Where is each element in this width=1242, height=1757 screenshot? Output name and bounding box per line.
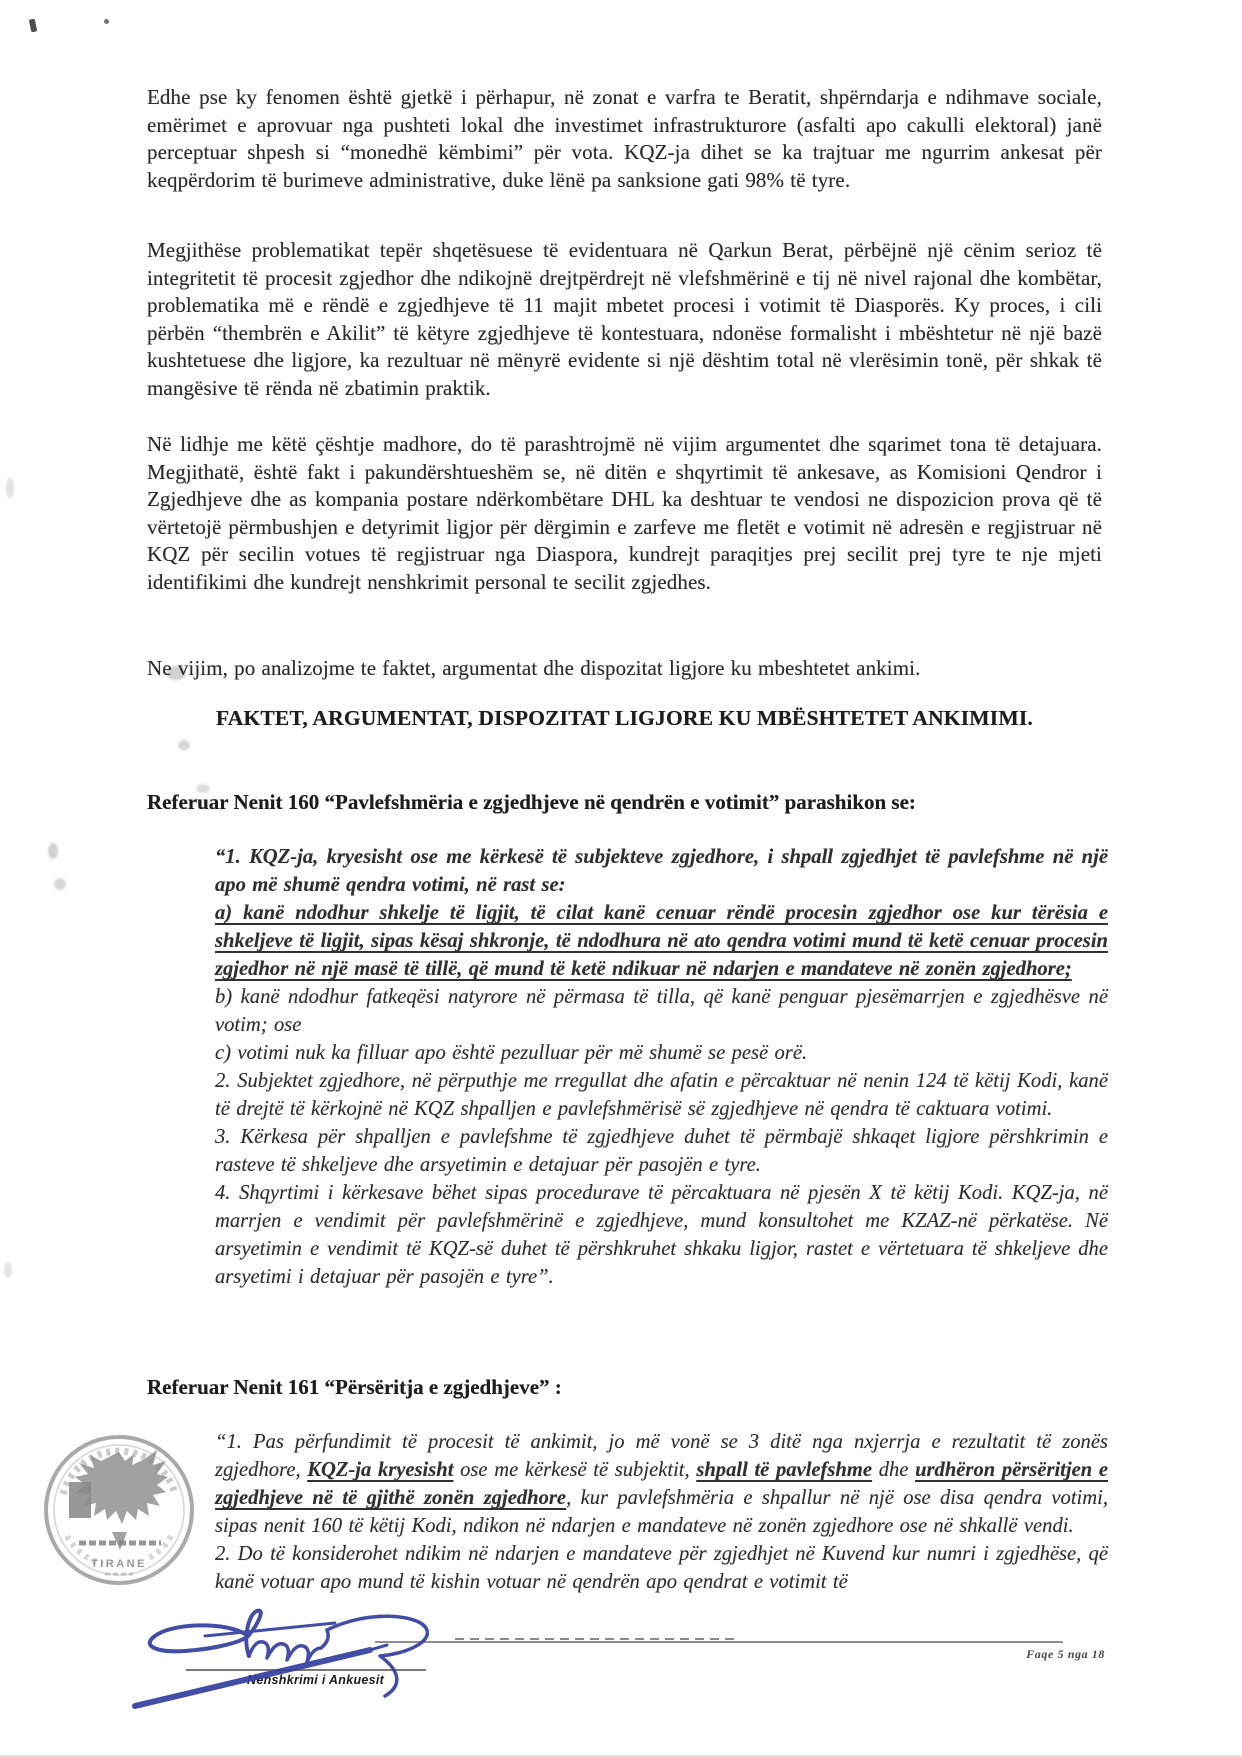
signature-end-tick [321,1630,328,1648]
quote-161-part3: dhe [872,1459,916,1481]
quote-block-neni-161 [215,1428,1108,1596]
scan-artifact [4,1262,12,1278]
signature-diagonal-tip [370,1645,387,1650]
scan-artifact [54,878,66,890]
quote-160-item-3: 3. Kërkesa për shpalljen e pavlefshme të zgjedhjeve duhet të përmbajë shkaqet ligjore përshkrimin e rasteve të shkeljeve dhe arsyetimin e detajuar për pasojën e tyre. [215,1126,1108,1176]
quote-160-item-b: b) kanë ndodhur fatkeqësi natyrore në përmasa të tilla, që kanë penguar pjesëmarrjen e zgjedhësve në votim; ose [215,986,1108,1036]
quote-161-part1: “1. Pas përfundimit të procesit të ankimit, jo më vonë se 3 ditë nga nxjerrja e rezultatit të zonës zgjedhore, [215,1431,1108,1481]
quote-161-part2: ose me kërkesë të subjektit, [453,1459,697,1481]
heading-neni-161: Referuar Nenit 161 “Përsëritja e zgjedhjeve” : [147,1375,562,1399]
signature-cursive-letters [249,1642,321,1662]
quote-161-sentence-2: 2. Do të konsiderohet ndikim në ndarjen e mandateve për zgjedhjet në Kuvend kur numri i zgjedhëse, që kanë votuar apo mund të kishin votuar në qendrën apo qendrat e votimit të [215,1543,1108,1593]
signature-diagonal-stroke [135,1650,370,1706]
stamp-curved-text-right [149,1536,171,1558]
quote-160-item-a: a) kanë ndodhur shkelje të ligjit, të cilat kanë cenuar rëndë procesin zgjedhor ose kur tërësia e shkeljeve të ligjit, sipas kësaj shkronje, të ndodhura në ato qendra votimi mund të ketë cenuar procesin zgjedhor në një masë të tillë, që mund të ketë ndikuar në ndarjen e mandateve në zonën zgjedhore; [215,902,1108,980]
quote-161-part4: , kur pavlefshmëria e shpallur në një ose disa qendra votimi, sipas nenit 160 të këtij Kodi, ndikon në ndarjen e mandateve në zonën zgjedhore ose në shkallë vendi. [215,1487,1109,1537]
stamp-city-text: TIRANE [91,1558,147,1570]
scan-artifact [48,843,58,859]
paragraph-intro-analysis: Ne vijim, po analizojme te faktet, argumentat dhe dispozitat ligjore ku mbeshtetet ankimi. [147,656,921,680]
scan-artifact [178,740,190,750]
paragraph-dhl-arguments: Në lidhje me këtë çështje madhore, do të parashtrojmë në vijim argumentet dhe sqarimet tona të detajuara. Megjithatë, është fakt i pakundërshtueshëm se, në ditën e shqyrtimit të ankesave, as Komisioni Qendror i Zgjedhjeve dhe as kompania postare ndërkombëtare DHL ka deshtuar te vendosi ne dispozicion prova që të vërtetojë përmbushjen e detyrimit ligjor për dërgimin e zarfeve me fletët e votimit në adresën e regjistruar në KQZ për secilin votues të regjistruar nga Diaspora, kundrejt paraqitjes prej secilit prej tyre te nje mjeti identifikimi dhe kundrejt nenshkrimit personal te secilit zgjedhes. [147,432,1102,594]
signature-caption: Nënshkrimi i Ankuesit [247,1673,385,1687]
footer-divider-line [375,1641,1063,1643]
signature-left-loop [150,1625,248,1651]
handwritten-signature [85,1598,475,1733]
signature-crossbar [205,1623,335,1636]
paragraph-berat-phenomenon: Edhe pse ky fenomen është gjetkë i përhapur, në zonat e varfra te Beratit, shpërndarja e ndihmave sociale, emërimet e aprovuar nga pushteti lokal dhe investimet infrastrukturore (asfalti apo cakulli elektoral) janë perceptuar shpesh si “monedhë këmbimi” për vota. KQZ-ja dihet se ka trajtuar me ngurrim ankesat për keqpërdorim të burimeve administrative, duke lënë pa sanksione gati 98% të tyre. [147,85,1102,192]
heading-neni-160: Referuar Nenit 160 “Pavlefshmëria e zgjedhjeve në qendrën e votimit” parashikon se: [147,790,916,814]
footer-divider-dashes [455,1638,735,1640]
quote-160-item-2: 2. Subjektet zgjedhore, në përputhje me rregullat dhe afatin e përcaktuar në nenin 124 të këtij Kodi, kanë të drejtë të kërkojnë në KQZ shpalljen e pavlefshmërisë së zgjedhjeve në qendra të caktuara votimi. [215,1070,1108,1120]
quote-161-bold3: urdhëron përsëritjen e zgjedhjeve në të gjithë zonën zgjedhore [215,1459,1109,1509]
page-number-label: Faqe 5 nga 18 [1026,1647,1105,1661]
scan-artifact [29,19,38,33]
quote-block-neni-160 [215,843,1108,1291]
scan-artifact [6,478,14,498]
paragraph-diaspora-problem: Megjithëse problematikat tepër shqetësuese të evidentuara në Qarkun Berat, përbëjnë një cënim serioz të integritetit të procesit zgjedhor dhe ndikojnë drejtpërdrejt në vlefshmërinë e tij në nivel rajonal dhe kombëtar, problematika më e rëndë e zgjedhjeve të 11 majit mbetet procesi i votimit të Diasporës. Ky proces, i cili përbën “thembrën e Akilit” të këtyre zgjedhjeve të kontestuara, ndonëse formalisht i mbështetur në një bazë kushtetuese dhe ligjore, ka rezultuar në mënyrë evidente si një dështim total në vlerësimin tonë, për shkak të mangësive të rënda në zbatimin praktik. [147,238,1102,400]
quote-161-sentence-1 [215,1428,1108,1540]
quote-161-bold2: shpall të pavlefshme [696,1459,873,1481]
quote-160-intro: “1. KQZ-ja, kryesisht ose me kërkesë të subjekteve zgjedhore, i shpall zgjedhjet të pavlefshme në një apo më shumë qendra votimi, në rast se: [215,846,1108,896]
scan-artifact [104,19,109,24]
quote-161-bold1: KQZ-ja kryesisht [307,1459,454,1481]
section-heading-faktet: FAKTET, ARGUMENTAT, DISPOZITAT LIGJORE KU MBËSHTETET ANKIMIMI. [216,706,1033,730]
official-stamp-seal [33,1424,205,1596]
quote-160-item-c: c) votimi nuk ka filluar apo është pezulluar për më shumë se pesë orë. [215,1042,808,1064]
quote-160-item-4: 4. Shqyrtimi i kërkesave bëhet sipas procedurave të përcaktuara në pjesën X të këtij Kodi. KQZ-ja, në marrjen e vendimit për pavlefshmërinë e zgjedhjeve, mund konsultohet me KZAZ-në përkatëse. Në arsyetimin e vendimit të KQZ-së duhet të përshkruhet shkaku ligjor, rastet e vërtetuara të shkeljeve dhe arsyetimi i detajuar për pasojën e tyre”. [215,1182,1108,1288]
